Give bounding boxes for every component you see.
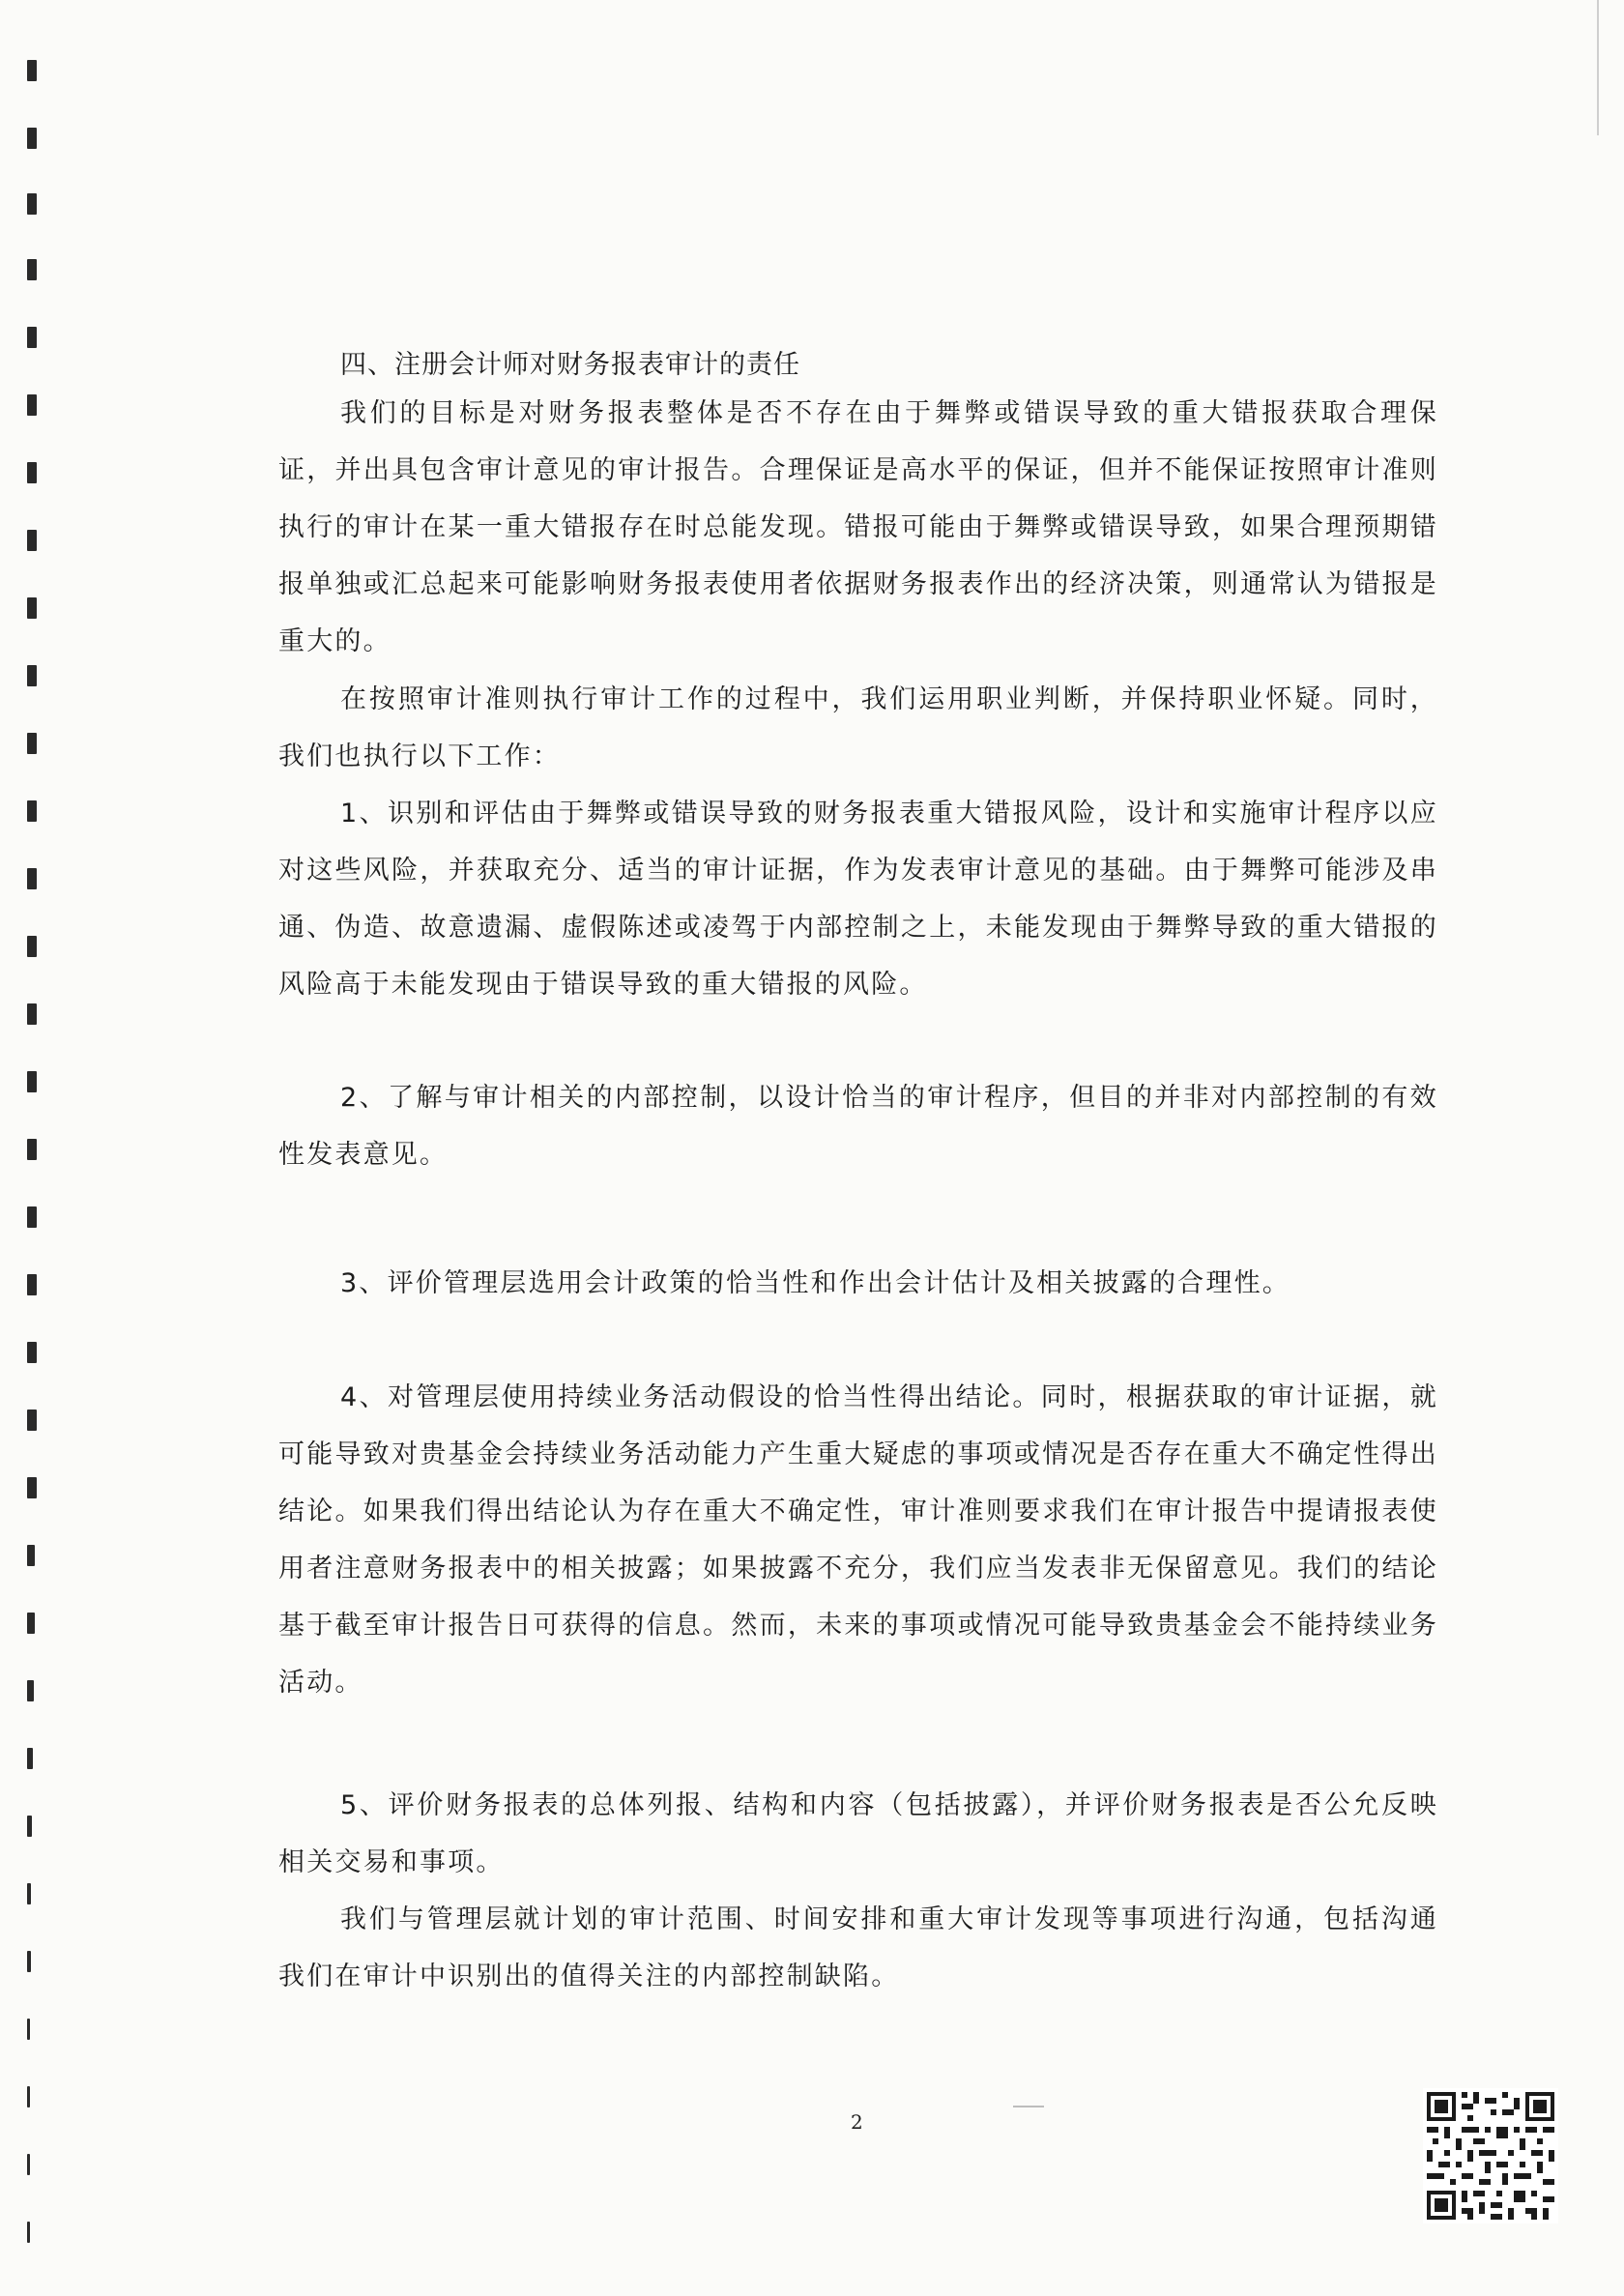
page-number: 2 [851,2110,863,2134]
paragraph-item-5: 5、评价财务报表的总体列报、结构和内容（包括披露），并评价财务报表是否公允反映相关交易和事项。 [278,1790,1438,1877]
binding-mark [27,1816,32,1837]
paragraph-item-2: 2、了解与审计相关的内部控制，以设计恰当的审计程序，但目的并非对内部控制的有效性发表意见。 [278,1083,1438,1170]
binding-mark [27,327,37,348]
binding-mark [27,2086,30,2107]
binding-mark [27,1951,31,1972]
binding-mark [27,1206,37,1228]
binding-mark [27,597,37,619]
binding-mark [27,1680,34,1701]
paragraph-item-1: 1、识别和评估由于舞弊或错误导致的财务报表重大错报风险，设计和实施审计程序以应对这些风险，并获取充分、适当的审计证据，作为发表审计意见的基础。由于舞弊可能涉及串通、伪造、故意遗漏、虚假陈述或凌驾于内部控制之上，未能发现由于舞弊导致的重大错报的风险高于未能发现由于错误导致的重大错报的风险。 [278,799,1438,1000]
binding-mark [27,193,37,215]
binding-mark [27,1003,37,1025]
binding-mark [27,868,37,889]
binding-mark [27,259,37,280]
paragraph-procedure-intro: 在按照审计准则执行审计工作的过程中，我们运用职业判断，并保持职业怀疑。同时，我们也执行以下工作： [278,684,1438,771]
binding-mark [27,60,37,81]
binding-mark [27,800,37,822]
binding-mark [27,1410,37,1431]
binding-mark [27,462,37,483]
binding-mark [27,1613,35,1634]
binding-mark [27,1545,35,1566]
binding-mark [27,665,37,686]
binding-mark [27,1477,37,1498]
binding-mark [27,530,37,551]
binding-mark [27,128,37,149]
scan-edge-line [1597,0,1599,135]
binding-mark [27,2019,30,2040]
binding-mark [27,1274,37,1295]
paragraph-item-3: 3、评价管理层选用会计政策的恰当性和作出会计估计及相关披露的合理性。 [340,1268,1290,1298]
binding-mark [27,394,37,416]
binding-mark [27,1139,37,1160]
binding-mark [27,1748,33,1769]
section-heading: 四、注册会计师对财务报表审计的责任 [340,350,800,380]
scan-mark [1013,2106,1044,2107]
binding-mark [27,2222,30,2243]
binding-marks [0,0,77,2296]
paragraph-objective: 我们的目标是对财务报表整体是否不存在由于舞弊或错误导致的重大错报获取合理保证，并出具包含审计意见的审计报告。合理保证是高水平的保证，但并不能保证按照审计准则执行的审计在某一重大错报存在时总能发现。错报可能由于舞弊或错误导致，如果合理预期错报单独或汇总起来可能影响财务报表使用者依据财务报表作出的经济决策，则通常认为错报是重大的。 [278,398,1438,656]
binding-mark [27,1883,31,1904]
binding-mark [27,1342,37,1363]
binding-mark [27,1071,37,1092]
paragraph-item-4: 4、对管理层使用持续业务活动假设的恰当性得出结论。同时，根据获取的审计证据，就可能导致对贵基金会持续业务活动能力产生重大疑虑的事项或情况是否存在重大不确定性得出结论。如果我们得出结论认为存在重大不确定性，审计准则要求我们在审计报告中提请报表使用者注意财务报表中的相关披露；如果披露不充分，我们应当发表非无保留意见。我们的结论基于截至审计报告日可获得的信息。然而，未来的事项或情况可能导致贵基金会不能持续业务活动。 [278,1382,1438,1698]
binding-mark [27,936,37,957]
paragraph-communication: 我们与管理层就计划的审计范围、时间安排和重大审计发现等事项进行沟通，包括沟通我们在审计中识别出的值得关注的内部控制缺陷。 [278,1904,1438,1991]
binding-mark [27,2154,30,2175]
qr-code-icon [1423,2088,1558,2223]
binding-mark [27,733,37,754]
